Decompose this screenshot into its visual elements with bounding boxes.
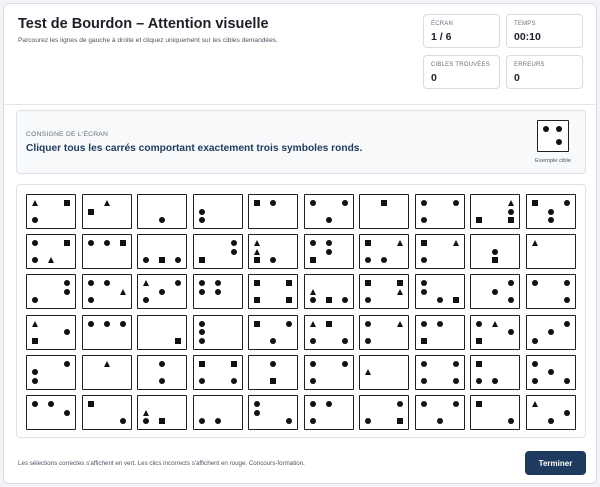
circle-symbol [120,321,126,327]
triangle-symbol [365,369,371,375]
grid-cell[interactable] [359,274,409,309]
grid-cell[interactable] [304,194,354,229]
circle-symbol [476,378,482,384]
square-symbol [32,338,38,344]
triangle-symbol [310,321,316,327]
circle-symbol [64,361,70,367]
header [4,4,596,102]
square-symbol [120,240,126,246]
circle-symbol [548,329,554,335]
grid-cell[interactable] [193,355,243,390]
circle-symbol [342,338,348,344]
circle-symbol [397,401,403,407]
circle-symbol [32,257,38,263]
square-symbol [254,280,260,286]
grid-cell[interactable] [82,274,132,309]
grid-cell[interactable] [304,355,354,390]
circle-symbol [64,410,70,416]
circle-symbol [64,280,70,286]
grid-cell[interactable] [415,234,465,269]
square-symbol [421,338,427,344]
circle-symbol [88,297,94,303]
grid-cell[interactable] [415,274,465,309]
circle-symbol [310,240,316,246]
triangle-symbol [532,240,538,246]
grid-cell[interactable] [470,355,520,390]
square-symbol [476,217,482,223]
grid-cell[interactable] [304,274,354,309]
square-symbol [254,297,260,303]
circle-symbol [532,338,538,344]
square-symbol [199,257,205,263]
circle-symbol [365,321,371,327]
circle-symbol [64,289,70,295]
grid-cell[interactable] [526,234,576,269]
stat-ecran [423,14,500,48]
grid-cell[interactable] [526,274,576,309]
circle-symbol [310,401,316,407]
grid-cell[interactable] [359,234,409,269]
circle-symbol [310,378,316,384]
square-symbol [397,280,403,286]
circle-symbol [270,361,276,367]
circle-symbol [32,240,38,246]
grid-cell[interactable] [248,234,298,269]
triangle-symbol [143,410,149,416]
grid-cell[interactable] [304,234,354,269]
square-symbol [365,240,371,246]
grid-cell[interactable] [26,315,76,350]
square-symbol [254,321,260,327]
circle-symbol [199,209,205,215]
square-symbol [310,257,316,263]
bourdon-grid [16,184,586,438]
square-symbol [159,418,165,424]
circle-symbol [381,257,387,263]
circle-symbol [143,297,149,303]
square-symbol [88,401,94,407]
circle-symbol [365,418,371,424]
grid-cell[interactable] [470,274,520,309]
circle-symbol [548,209,554,215]
circle-symbol [508,297,514,303]
circle-symbol [120,418,126,424]
circle-symbol [556,139,562,145]
circle-symbol [342,297,348,303]
grid-cell[interactable] [193,274,243,309]
circle-symbol [476,321,482,327]
circle-symbol [532,280,538,286]
circle-symbol [421,257,427,263]
stat-temps [506,14,583,48]
grid-cell[interactable] [82,194,132,229]
grid-cell[interactable] [359,395,409,430]
triangle-symbol [254,249,260,255]
grid-cell[interactable] [82,315,132,350]
square-symbol [397,418,403,424]
grid-cell[interactable] [137,395,187,430]
circle-symbol [564,297,570,303]
app-frame [3,3,597,484]
circle-symbol [270,257,276,263]
circle-symbol [548,418,554,424]
circle-symbol [310,361,316,367]
triangle-symbol [397,240,403,246]
circle-symbol [564,280,570,286]
grid-cell[interactable] [526,194,576,229]
circle-symbol [326,240,332,246]
page-title: Test de Bourdon – Attention visuelle [18,16,269,32]
square-symbol [64,240,70,246]
stat-ecran-value: 1 / 6 [431,31,452,43]
instruction-label: CONSIGNE DE L'ÉCRAN [26,131,109,138]
stat-cibles-label: CIBLES TROUVÉES [431,62,490,68]
square-symbol [492,257,498,263]
stat-temps-label: TEMPS [514,21,536,27]
circle-symbol [508,209,514,215]
circle-symbol [453,378,459,384]
circle-symbol [104,240,110,246]
circle-symbol [326,401,332,407]
triangle-symbol [453,240,459,246]
circle-symbol [342,200,348,206]
grid-cell[interactable] [137,194,187,229]
circle-symbol [453,200,459,206]
grid-cell[interactable] [415,315,465,350]
square-symbol [231,361,237,367]
circle-symbol [254,410,260,416]
circle-symbol [437,297,443,303]
grid-cell[interactable] [193,234,243,269]
stat-erreurs-label: ERREURS [514,62,545,68]
circle-symbol [421,280,427,286]
triangle-symbol [104,361,110,367]
circle-symbol [326,249,332,255]
circle-symbol [421,200,427,206]
square-symbol [88,209,94,215]
grid-cell[interactable] [526,315,576,350]
grid-cell[interactable] [26,355,76,390]
circle-symbol [421,217,427,223]
circle-symbol [564,200,570,206]
square-symbol [254,200,260,206]
square-symbol [199,361,205,367]
circle-symbol [32,217,38,223]
square-symbol [286,297,292,303]
circle-symbol [492,289,498,295]
circle-symbol [231,378,237,384]
square-symbol [508,217,514,223]
square-symbol [326,321,332,327]
square-symbol [254,257,260,263]
circle-symbol [310,200,316,206]
circle-symbol [310,297,316,303]
circle-symbol [437,418,443,424]
circle-symbol [532,378,538,384]
circle-symbol [215,280,221,286]
grid-cell[interactable] [359,315,409,350]
grid-cell[interactable] [304,315,354,350]
square-symbol [476,338,482,344]
circle-symbol [32,297,38,303]
circle-symbol [365,297,371,303]
circle-symbol [215,418,221,424]
instruction-text: Cliquer tous les carrés comportant exactement trois symboles ronds. [26,143,363,154]
circle-symbol [508,418,514,424]
instruction-panel [16,110,586,174]
circle-symbol [286,321,292,327]
circle-symbol [143,418,149,424]
grid-cell[interactable] [82,234,132,269]
header-divider [4,104,596,105]
circle-symbol [365,338,371,344]
triangle-symbol [120,289,126,295]
grid-cell[interactable] [82,355,132,390]
circle-symbol [326,217,332,223]
circle-symbol [159,378,165,384]
grid-cell[interactable] [193,194,243,229]
triangle-symbol [532,401,538,407]
circle-symbol [231,240,237,246]
grid-cell[interactable] [26,395,76,430]
circle-symbol [64,329,70,335]
circle-symbol [159,289,165,295]
square-symbol [270,378,276,384]
circle-symbol [564,410,570,416]
circle-symbol [543,126,549,132]
circle-symbol [532,361,538,367]
circle-symbol [88,321,94,327]
circle-symbol [437,321,443,327]
circle-symbol [556,126,562,132]
circle-symbol [32,378,38,384]
grid-cell[interactable] [26,274,76,309]
circle-symbol [159,217,165,223]
stat-cibles [423,55,500,89]
grid-cell[interactable] [248,274,298,309]
example-target [537,120,569,152]
grid-cell[interactable] [248,395,298,430]
triangle-symbol [508,200,514,206]
grid-cell[interactable] [26,194,76,229]
grid-cell[interactable] [470,395,520,430]
triangle-symbol [310,289,316,295]
circle-symbol [453,401,459,407]
grid-cell[interactable] [137,234,187,269]
triangle-symbol [143,280,149,286]
grid-cell[interactable] [304,395,354,430]
triangle-symbol [104,200,110,206]
stat-ecran-label: ÉCRAN [431,21,454,27]
grid-cell[interactable] [137,315,187,350]
circle-symbol [199,418,205,424]
circle-symbol [508,280,514,286]
grid-cell[interactable] [193,395,243,430]
circle-symbol [421,289,427,295]
triangle-symbol [48,257,54,263]
circle-symbol [342,361,348,367]
circle-symbol [199,378,205,384]
triangle-symbol [32,200,38,206]
grid-cell[interactable] [359,194,409,229]
grid-cell[interactable] [26,234,76,269]
circle-symbol [175,280,181,286]
triangle-symbol [32,321,38,327]
square-symbol [381,200,387,206]
grid-cell[interactable] [415,194,465,229]
triangle-symbol [254,240,260,246]
footer-note: Les sélections correctes s'affichent en vert. Les clics incorrects s'affichent en rouge. Concours-formation. [18,460,305,467]
grid-cell[interactable] [248,194,298,229]
circle-symbol [492,378,498,384]
circle-symbol [365,257,371,263]
circle-symbol [231,249,237,255]
circle-symbol [32,369,38,375]
circle-symbol [270,200,276,206]
grid-cell[interactable] [193,315,243,350]
stat-erreurs-value: 0 [514,72,520,84]
grid-cell[interactable] [359,355,409,390]
circle-symbol [453,361,459,367]
grid-cell[interactable] [137,355,187,390]
square-symbol [286,280,292,286]
square-symbol [326,297,332,303]
circle-symbol [199,289,205,295]
circle-symbol [215,289,221,295]
grid-cell[interactable] [137,274,187,309]
triangle-symbol [397,321,403,327]
circle-symbol [421,378,427,384]
circle-symbol [508,329,514,335]
square-symbol [159,257,165,263]
grid-cell[interactable] [248,355,298,390]
stat-cibles-value: 0 [431,72,437,84]
circle-symbol [421,361,427,367]
square-symbol [532,200,538,206]
circle-symbol [88,240,94,246]
circle-symbol [564,378,570,384]
grid-cell[interactable] [470,315,520,350]
square-symbol [476,361,482,367]
circle-symbol [564,321,570,327]
square-symbol [421,240,427,246]
circle-symbol [175,257,181,263]
circle-symbol [32,401,38,407]
triangle-symbol [492,321,498,327]
circle-symbol [159,361,165,367]
grid-cell[interactable] [470,234,520,269]
page-subtitle: Parcourez les lignes de gauche à droite et cliquez uniquement sur les cibles demandées. [18,37,278,44]
grid-cell[interactable] [248,315,298,350]
circle-symbol [270,338,276,344]
square-symbol [365,280,371,286]
square-symbol [476,401,482,407]
circle-symbol [199,217,205,223]
grid-cell[interactable] [82,395,132,430]
stat-temps-value: 00:10 [514,31,541,43]
circle-symbol [421,401,427,407]
square-symbol [64,200,70,206]
circle-symbol [104,280,110,286]
circle-symbol [199,338,205,344]
circle-symbol [421,321,427,327]
circle-symbol [104,321,110,327]
triangle-symbol [397,289,403,295]
example-label: Exemple cible [534,158,572,164]
circle-symbol [143,257,149,263]
square-symbol [453,297,459,303]
terminer-button[interactable]: Terminer [525,451,586,475]
grid-cell[interactable] [470,194,520,229]
circle-symbol [199,321,205,327]
circle-symbol [254,401,260,407]
circle-symbol [310,418,316,424]
grid-cell[interactable] [526,355,576,390]
square-symbol [175,338,181,344]
grid-cell[interactable] [415,395,465,430]
circle-symbol [286,418,292,424]
circle-symbol [310,338,316,344]
circle-symbol [548,217,554,223]
circle-symbol [492,249,498,255]
circle-symbol [199,280,205,286]
stat-erreurs [506,55,583,89]
grid-cell[interactable] [526,395,576,430]
grid-cell[interactable] [415,355,465,390]
circle-symbol [48,401,54,407]
circle-symbol [199,329,205,335]
circle-symbol [88,280,94,286]
circle-symbol [548,369,554,375]
